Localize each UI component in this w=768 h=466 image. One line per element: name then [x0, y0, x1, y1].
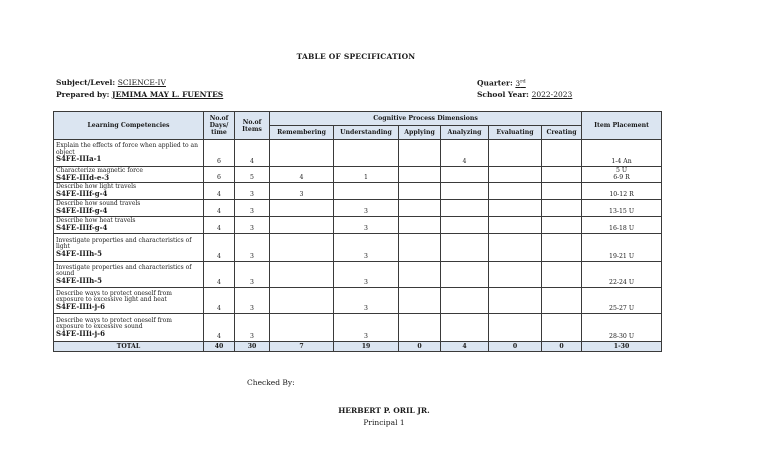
- total-understanding: 19: [334, 342, 399, 352]
- item-placement-cell: [582, 262, 662, 288]
- competency-cell: [54, 262, 204, 288]
- analyzing-cell: [441, 262, 489, 288]
- table-row: [54, 183, 662, 200]
- understanding-cell: 3: [334, 262, 399, 288]
- total-items: 30: [235, 342, 270, 352]
- table-row: [54, 288, 662, 314]
- creating-cell: [542, 167, 582, 183]
- competency-text: Describe how heat travels: [56, 217, 136, 225]
- days-cell: 4: [204, 262, 235, 288]
- understanding-cell: 3: [334, 217, 399, 234]
- analyzing-cell: 4: [441, 140, 489, 167]
- quarter-label: Quarter:: [477, 78, 513, 88]
- specification-table: [53, 111, 662, 352]
- analyzing-cell: [441, 183, 489, 200]
- item-placement-cell: [582, 217, 662, 234]
- table-row: [54, 262, 662, 288]
- signatory-name: HERBERT P. ORIL JR.: [338, 406, 430, 415]
- days-cell: 4: [204, 183, 235, 200]
- applying-cell: [399, 183, 441, 200]
- competency-code: S4FE-IIIf-g-4: [56, 206, 108, 215]
- evaluating-cell: [489, 183, 542, 200]
- creating-cell: [542, 217, 582, 234]
- remembering-cell: [270, 314, 334, 342]
- subject-value: SCIENCE-IV: [117, 78, 166, 87]
- competency-text: Describe how light travels: [56, 183, 137, 191]
- days-cell: 4: [204, 314, 235, 342]
- header-creating: Creating: [542, 126, 582, 140]
- analyzing-cell: [441, 234, 489, 262]
- competency-code: S4FE-IIIh-5: [56, 248, 102, 258]
- competency-cell: [54, 183, 204, 200]
- understanding-cell: 3: [334, 314, 399, 342]
- table-row: [54, 200, 662, 217]
- header-understanding: Understanding: [334, 126, 399, 140]
- competency-cell: [54, 288, 204, 314]
- quarter-value: [515, 79, 525, 88]
- item-placement-cell: [582, 183, 662, 200]
- remembering-cell: 3: [270, 183, 334, 200]
- competency-code: S4FE-IIIi-j-6: [56, 328, 105, 338]
- item-placement: 5 U: [615, 167, 628, 174]
- competency-text: Investigate properties and characteristics of light: [56, 236, 192, 251]
- total-analyzing: 4: [441, 342, 489, 352]
- total-row: [54, 342, 662, 352]
- applying-cell: [399, 200, 441, 217]
- days-cell: 4: [204, 217, 235, 234]
- understanding-cell: 1: [334, 167, 399, 183]
- applying-cell: [399, 262, 441, 288]
- items-cell: 5: [235, 167, 270, 183]
- item-placement-secondary: 6-9 R: [613, 174, 630, 181]
- items-cell: 3: [235, 234, 270, 262]
- item-placement-cell: [582, 167, 662, 183]
- item-placement: 25-27 U: [609, 305, 635, 312]
- days-cell: 6: [204, 140, 235, 167]
- competency-text: Investigate properties and characteristics of sound: [56, 263, 192, 278]
- competency-cell: [54, 234, 204, 262]
- item-placement: 10-12 R: [609, 191, 634, 198]
- header-applying: Applying: [399, 126, 441, 140]
- competency-cell: [54, 140, 204, 167]
- remembering-cell: 4: [270, 167, 334, 183]
- creating-cell: [542, 140, 582, 167]
- competency-text: Characterize magnetic force: [56, 166, 143, 174]
- table-body: [54, 140, 662, 342]
- items-cell: 3: [235, 314, 270, 342]
- remembering-cell: [270, 288, 334, 314]
- analyzing-cell: [441, 200, 489, 217]
- days-cell: 4: [204, 288, 235, 314]
- prepared-value: JEMIMA MAY L. FUENTES: [112, 90, 224, 99]
- competency-cell: [54, 314, 204, 342]
- items-cell: 3: [235, 262, 270, 288]
- total-days: 40: [204, 342, 235, 352]
- remembering-cell: [270, 140, 334, 167]
- understanding-cell: [334, 183, 399, 200]
- analyzing-cell: [441, 288, 489, 314]
- table-row: [54, 314, 662, 342]
- understanding-cell: [334, 140, 399, 167]
- competency-text: Describe ways to protect oneself from exposure to excessive sound: [56, 316, 172, 331]
- school-year-value: 2022-2023: [531, 90, 573, 99]
- header-days: No.of Days/ time: [204, 112, 235, 140]
- creating-cell: [542, 183, 582, 200]
- competency-text: Describe how sound travels: [56, 200, 141, 208]
- document-title: TABLE OF SPECIFICATION: [296, 52, 416, 61]
- header-analyzing: Analyzing: [441, 126, 489, 140]
- quarter-number: 3: [515, 78, 521, 88]
- evaluating-cell: [489, 288, 542, 314]
- item-placement-cell: [582, 234, 662, 262]
- evaluating-cell: [489, 314, 542, 342]
- days-cell: 4: [204, 200, 235, 217]
- header-dimensions: Cognitive Process Dimensions: [270, 112, 582, 126]
- total-placement: 1-30: [582, 342, 662, 352]
- remembering-cell: [270, 217, 334, 234]
- subject-level: [56, 78, 166, 87]
- competency-code: S4FE-IIIf-g-4: [56, 223, 108, 232]
- creating-cell: [542, 262, 582, 288]
- item-placement: 13-15 U: [609, 208, 635, 215]
- quarter: [477, 78, 526, 88]
- total-remembering: 7: [270, 342, 334, 352]
- item-placement-cell: [582, 288, 662, 314]
- evaluating-cell: [489, 200, 542, 217]
- prepared-by: [56, 90, 223, 99]
- applying-cell: [399, 234, 441, 262]
- item-placement: 22-24 U: [609, 279, 635, 286]
- signatory-title: Principal 1: [363, 418, 405, 427]
- evaluating-cell: [489, 234, 542, 262]
- competency-cell: [54, 217, 204, 234]
- total-label: TOTAL: [54, 342, 204, 352]
- items-cell: 3: [235, 183, 270, 200]
- school-year-label: School Year:: [477, 90, 529, 99]
- understanding-cell: 3: [334, 200, 399, 217]
- days-cell: 4: [204, 234, 235, 262]
- header-evaluating: Evaluating: [489, 126, 542, 140]
- school-year: [477, 90, 572, 99]
- table-row: [54, 234, 662, 262]
- items-cell: 4: [235, 140, 270, 167]
- competency-code: S4FE-IIId-e-3: [56, 172, 110, 182]
- table-row: [54, 217, 662, 234]
- applying-cell: [399, 167, 441, 183]
- header-competencies: Learning Competencies: [54, 112, 204, 140]
- understanding-cell: 3: [334, 234, 399, 262]
- items-cell: 3: [235, 217, 270, 234]
- creating-cell: [542, 234, 582, 262]
- total-evaluating: 0: [489, 342, 542, 352]
- creating-cell: [542, 314, 582, 342]
- creating-cell: [542, 200, 582, 217]
- checked-by-label: Checked By:: [247, 378, 295, 387]
- items-cell: 3: [235, 288, 270, 314]
- applying-cell: [399, 140, 441, 167]
- creating-cell: [542, 288, 582, 314]
- applying-cell: [399, 314, 441, 342]
- remembering-cell: [270, 200, 334, 217]
- item-placement-cell: [582, 200, 662, 217]
- competency-text: Describe ways to protect oneself from exposure to excessive light and heat: [56, 289, 172, 304]
- total-creating: 0: [542, 342, 582, 352]
- header-items: No.of Items: [235, 112, 270, 140]
- applying-cell: [399, 217, 441, 234]
- table-row: [54, 167, 662, 183]
- analyzing-cell: [441, 167, 489, 183]
- remembering-cell: [270, 234, 334, 262]
- item-placement-cell: [582, 314, 662, 342]
- evaluating-cell: [489, 167, 542, 183]
- quarter-suffix: rd: [520, 78, 526, 84]
- item-placement: 1-4 An: [611, 158, 632, 165]
- competency-text: Explain the effects of force when applied to an object: [56, 142, 198, 156]
- understanding-cell: 3: [334, 288, 399, 314]
- prepared-label: Prepared by:: [56, 90, 110, 99]
- applying-cell: [399, 288, 441, 314]
- items-cell: 3: [235, 200, 270, 217]
- item-placement-cell: [582, 140, 662, 167]
- analyzing-cell: [441, 217, 489, 234]
- header-remembering: Remembering: [270, 126, 334, 140]
- subject-label: Subject/Level:: [56, 78, 116, 87]
- item-placement: 19-21 U: [609, 253, 635, 260]
- competency-code: S4FE-IIIh-5: [56, 275, 102, 285]
- competency-code: S4FE-IIIi-j-6: [56, 301, 105, 311]
- competency-cell: [54, 167, 204, 183]
- item-placement: 16-18 U: [609, 225, 635, 232]
- evaluating-cell: [489, 262, 542, 288]
- competency-cell: [54, 200, 204, 217]
- total-applying: 0: [399, 342, 441, 352]
- evaluating-cell: [489, 217, 542, 234]
- analyzing-cell: [441, 314, 489, 342]
- remembering-cell: [270, 262, 334, 288]
- competency-code: S4FE-IIIf-g-4: [56, 189, 108, 198]
- item-placement: 28-30 U: [609, 333, 635, 340]
- header-placement: Item Placement: [582, 112, 662, 140]
- evaluating-cell: [489, 140, 542, 167]
- days-cell: 6: [204, 167, 235, 183]
- table-row: [54, 140, 662, 167]
- competency-code: S4FE-IIIa-1: [56, 154, 102, 164]
